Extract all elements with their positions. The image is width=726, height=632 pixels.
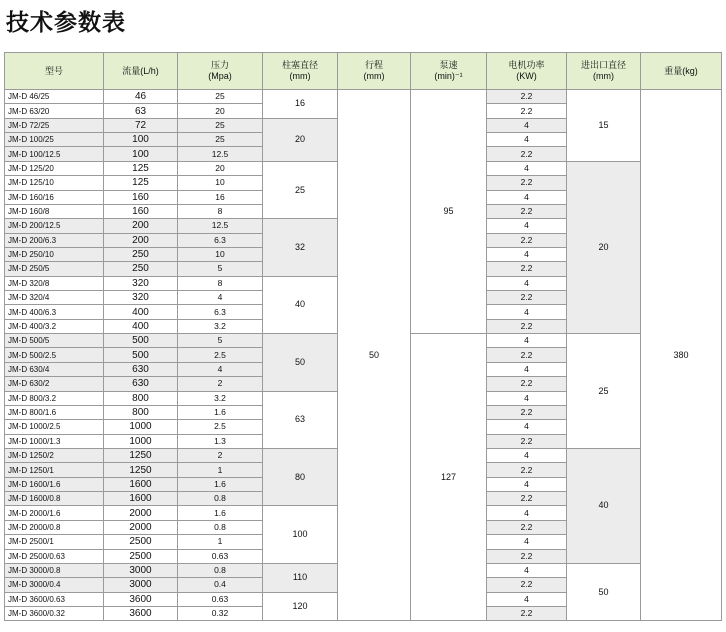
cell-pressure: 25 <box>178 133 263 147</box>
cell-flow: 1250 <box>104 448 178 462</box>
cell-model: JM-D 125/10 <box>5 176 104 190</box>
cell-pressure: 16 <box>178 190 263 204</box>
cell-model: JM-D 500/5 <box>5 334 104 348</box>
cell-power: 4 <box>487 506 567 520</box>
cell-pressure: 4 <box>178 362 263 376</box>
cell-model: JM-D 320/4 <box>5 291 104 305</box>
cell-power: 2.2 <box>487 348 567 362</box>
header-plunger: 柱塞直径 (mm) <box>263 53 338 90</box>
cell-plunger: 32 <box>263 219 338 276</box>
cell-power: 4 <box>487 305 567 319</box>
cell-port: 20 <box>567 161 641 333</box>
cell-power: 2.2 <box>487 434 567 448</box>
cell-model: JM-D 250/5 <box>5 262 104 276</box>
cell-pressure: 0.63 <box>178 549 263 563</box>
cell-pressure: 0.8 <box>178 520 263 534</box>
cell-port: 15 <box>567 90 641 162</box>
cell-flow: 200 <box>104 233 178 247</box>
cell-pressure: 0.8 <box>178 563 263 577</box>
cell-power: 4 <box>487 535 567 549</box>
spec-table-body <box>5 90 722 621</box>
cell-pressure: 4 <box>178 291 263 305</box>
cell-power: 4 <box>487 448 567 462</box>
cell-model: JM-D 250/10 <box>5 247 104 261</box>
cell-pressure: 3.2 <box>178 391 263 405</box>
cell-flow: 125 <box>104 176 178 190</box>
cell-flow: 1000 <box>104 434 178 448</box>
cell-pressure: 0.8 <box>178 492 263 506</box>
cell-flow: 800 <box>104 391 178 405</box>
cell-flow: 2500 <box>104 535 178 549</box>
cell-power: 4 <box>487 247 567 261</box>
header-port: 进出口直径 (mm) <box>567 53 641 90</box>
cell-power: 2.2 <box>487 606 567 620</box>
cell-power: 4 <box>487 391 567 405</box>
cell-speed: 95 <box>411 90 487 334</box>
cell-model: JM-D 2500/1 <box>5 535 104 549</box>
cell-model: JM-D 1250/1 <box>5 463 104 477</box>
cell-power: 2.2 <box>487 176 567 190</box>
cell-model: JM-D 1600/0.8 <box>5 492 104 506</box>
cell-model: JM-D 3000/0.8 <box>5 563 104 577</box>
cell-pressure: 20 <box>178 161 263 175</box>
cell-power: 4 <box>487 190 567 204</box>
cell-plunger: 25 <box>263 161 338 218</box>
cell-power: 4 <box>487 592 567 606</box>
cell-power: 4 <box>487 477 567 491</box>
cell-power: 2.2 <box>487 578 567 592</box>
cell-flow: 3600 <box>104 606 178 620</box>
cell-flow: 1600 <box>104 477 178 491</box>
cell-model: JM-D 125/20 <box>5 161 104 175</box>
cell-model: JM-D 160/8 <box>5 204 104 218</box>
cell-flow: 400 <box>104 319 178 333</box>
cell-flow: 630 <box>104 377 178 391</box>
cell-plunger: 120 <box>263 592 338 621</box>
cell-flow: 1600 <box>104 492 178 506</box>
cell-pressure: 25 <box>178 118 263 132</box>
spec-table <box>4 52 722 621</box>
cell-model: JM-D 200/12.5 <box>5 219 104 233</box>
cell-model: JM-D 63/20 <box>5 104 104 118</box>
cell-model: JM-D 200/6.3 <box>5 233 104 247</box>
cell-model: JM-D 320/8 <box>5 276 104 290</box>
cell-model: JM-D 500/2.5 <box>5 348 104 362</box>
cell-pressure: 0.32 <box>178 606 263 620</box>
cell-model: JM-D 630/4 <box>5 362 104 376</box>
cell-pressure: 1 <box>178 535 263 549</box>
cell-power: 2.2 <box>487 147 567 161</box>
cell-plunger: 80 <box>263 448 338 505</box>
cell-power: 2.2 <box>487 549 567 563</box>
cell-power: 2.2 <box>487 90 567 104</box>
cell-flow: 320 <box>104 291 178 305</box>
cell-power: 4 <box>487 420 567 434</box>
cell-flow: 3600 <box>104 592 178 606</box>
cell-power: 4 <box>487 563 567 577</box>
table-row <box>5 90 722 104</box>
cell-model: JM-D 2500/0.63 <box>5 549 104 563</box>
cell-pressure: 1.6 <box>178 506 263 520</box>
cell-power: 4 <box>487 219 567 233</box>
cell-flow: 160 <box>104 204 178 218</box>
cell-flow: 63 <box>104 104 178 118</box>
cell-pressure: 1.6 <box>178 477 263 491</box>
cell-pressure: 25 <box>178 90 263 104</box>
cell-pressure: 12.5 <box>178 147 263 161</box>
cell-model: JM-D 3000/0.4 <box>5 578 104 592</box>
cell-flow: 72 <box>104 118 178 132</box>
cell-pressure: 1.6 <box>178 405 263 419</box>
cell-model: JM-D 72/25 <box>5 118 104 132</box>
cell-power: 4 <box>487 118 567 132</box>
header-model: 型号 <box>5 53 104 90</box>
cell-power: 2.2 <box>487 492 567 506</box>
cell-model: JM-D 100/25 <box>5 133 104 147</box>
cell-pressure: 10 <box>178 176 263 190</box>
cell-model: JM-D 3600/0.63 <box>5 592 104 606</box>
cell-model: JM-D 1000/2.5 <box>5 420 104 434</box>
cell-port: 40 <box>567 448 641 563</box>
cell-model: JM-D 400/3.2 <box>5 319 104 333</box>
cell-flow: 46 <box>104 90 178 104</box>
header-row <box>5 53 722 90</box>
cell-flow: 400 <box>104 305 178 319</box>
header-power: 电机功率 (KW) <box>487 53 567 90</box>
header-flow: 流量(L/h) <box>104 53 178 90</box>
cell-model: JM-D 1000/1.3 <box>5 434 104 448</box>
cell-pressure: 5 <box>178 262 263 276</box>
cell-pressure: 0.4 <box>178 578 263 592</box>
cell-power: 2.2 <box>487 520 567 534</box>
cell-flow: 100 <box>104 147 178 161</box>
cell-model: JM-D 2000/1.6 <box>5 506 104 520</box>
cell-pressure: 2.5 <box>178 420 263 434</box>
cell-pressure: 0.63 <box>178 592 263 606</box>
cell-power: 4 <box>487 161 567 175</box>
cell-pressure: 8 <box>178 204 263 218</box>
cell-model: JM-D 1600/1.6 <box>5 477 104 491</box>
cell-model: JM-D 800/3.2 <box>5 391 104 405</box>
cell-model: JM-D 400/6.3 <box>5 305 104 319</box>
cell-model: JM-D 160/16 <box>5 190 104 204</box>
cell-flow: 800 <box>104 405 178 419</box>
cell-pressure: 6.3 <box>178 233 263 247</box>
cell-flow: 2000 <box>104 506 178 520</box>
cell-pressure: 3.2 <box>178 319 263 333</box>
cell-plunger: 50 <box>263 334 338 391</box>
cell-speed: 127 <box>411 334 487 621</box>
cell-flow: 200 <box>104 219 178 233</box>
cell-model: JM-D 630/2 <box>5 377 104 391</box>
cell-port: 25 <box>567 334 641 449</box>
cell-flow: 630 <box>104 362 178 376</box>
cell-power: 4 <box>487 334 567 348</box>
cell-flow: 250 <box>104 262 178 276</box>
cell-flow: 2000 <box>104 520 178 534</box>
cell-power: 2.2 <box>487 405 567 419</box>
cell-pressure: 8 <box>178 276 263 290</box>
cell-pressure: 6.3 <box>178 305 263 319</box>
cell-plunger: 63 <box>263 391 338 448</box>
cell-flow: 500 <box>104 348 178 362</box>
cell-power: 2.2 <box>487 262 567 276</box>
cell-flow: 2500 <box>104 549 178 563</box>
cell-power: 2.2 <box>487 204 567 218</box>
cell-plunger: 20 <box>263 118 338 161</box>
cell-flow: 125 <box>104 161 178 175</box>
cell-model: JM-D 2000/0.8 <box>5 520 104 534</box>
cell-flow: 500 <box>104 334 178 348</box>
cell-flow: 1250 <box>104 463 178 477</box>
cell-flow: 100 <box>104 133 178 147</box>
cell-power: 2.2 <box>487 463 567 477</box>
header-weight: 重量(kg) <box>641 53 722 90</box>
cell-plunger: 100 <box>263 506 338 563</box>
cell-pressure: 1 <box>178 463 263 477</box>
cell-plunger: 16 <box>263 90 338 119</box>
page-title: 技术参数表 <box>6 10 126 36</box>
cell-port: 50 <box>567 563 641 620</box>
header-pressure: 压力 (Mpa) <box>178 53 263 90</box>
cell-pressure: 2.5 <box>178 348 263 362</box>
cell-power: 2.2 <box>487 233 567 247</box>
cell-power: 2.2 <box>487 291 567 305</box>
cell-power: 4 <box>487 133 567 147</box>
cell-flow: 3000 <box>104 563 178 577</box>
cell-pressure: 5 <box>178 334 263 348</box>
cell-model: JM-D 3600/0.32 <box>5 606 104 620</box>
cell-power: 2.2 <box>487 377 567 391</box>
cell-pressure: 2 <box>178 377 263 391</box>
cell-flow: 250 <box>104 247 178 261</box>
header-stroke: 行程 (mm) <box>338 53 411 90</box>
cell-plunger: 110 <box>263 563 338 592</box>
cell-flow: 160 <box>104 190 178 204</box>
cell-pressure: 20 <box>178 104 263 118</box>
cell-plunger: 40 <box>263 276 338 333</box>
cell-flow: 1000 <box>104 420 178 434</box>
cell-model: JM-D 800/1.6 <box>5 405 104 419</box>
cell-model: JM-D 100/12.5 <box>5 147 104 161</box>
cell-stroke: 50 <box>338 90 411 621</box>
cell-power: 2.2 <box>487 104 567 118</box>
cell-pressure: 10 <box>178 247 263 261</box>
cell-flow: 3000 <box>104 578 178 592</box>
cell-model: JM-D 1250/2 <box>5 448 104 462</box>
cell-flow: 320 <box>104 276 178 290</box>
cell-pressure: 1.3 <box>178 434 263 448</box>
cell-pressure: 12.5 <box>178 219 263 233</box>
cell-pressure: 2 <box>178 448 263 462</box>
cell-power: 4 <box>487 276 567 290</box>
cell-power: 4 <box>487 362 567 376</box>
cell-weight: 380 <box>641 90 722 621</box>
header-speed: 泵速 (min)⁻¹ <box>411 53 487 90</box>
cell-power: 2.2 <box>487 319 567 333</box>
cell-model: JM-D 46/25 <box>5 90 104 104</box>
